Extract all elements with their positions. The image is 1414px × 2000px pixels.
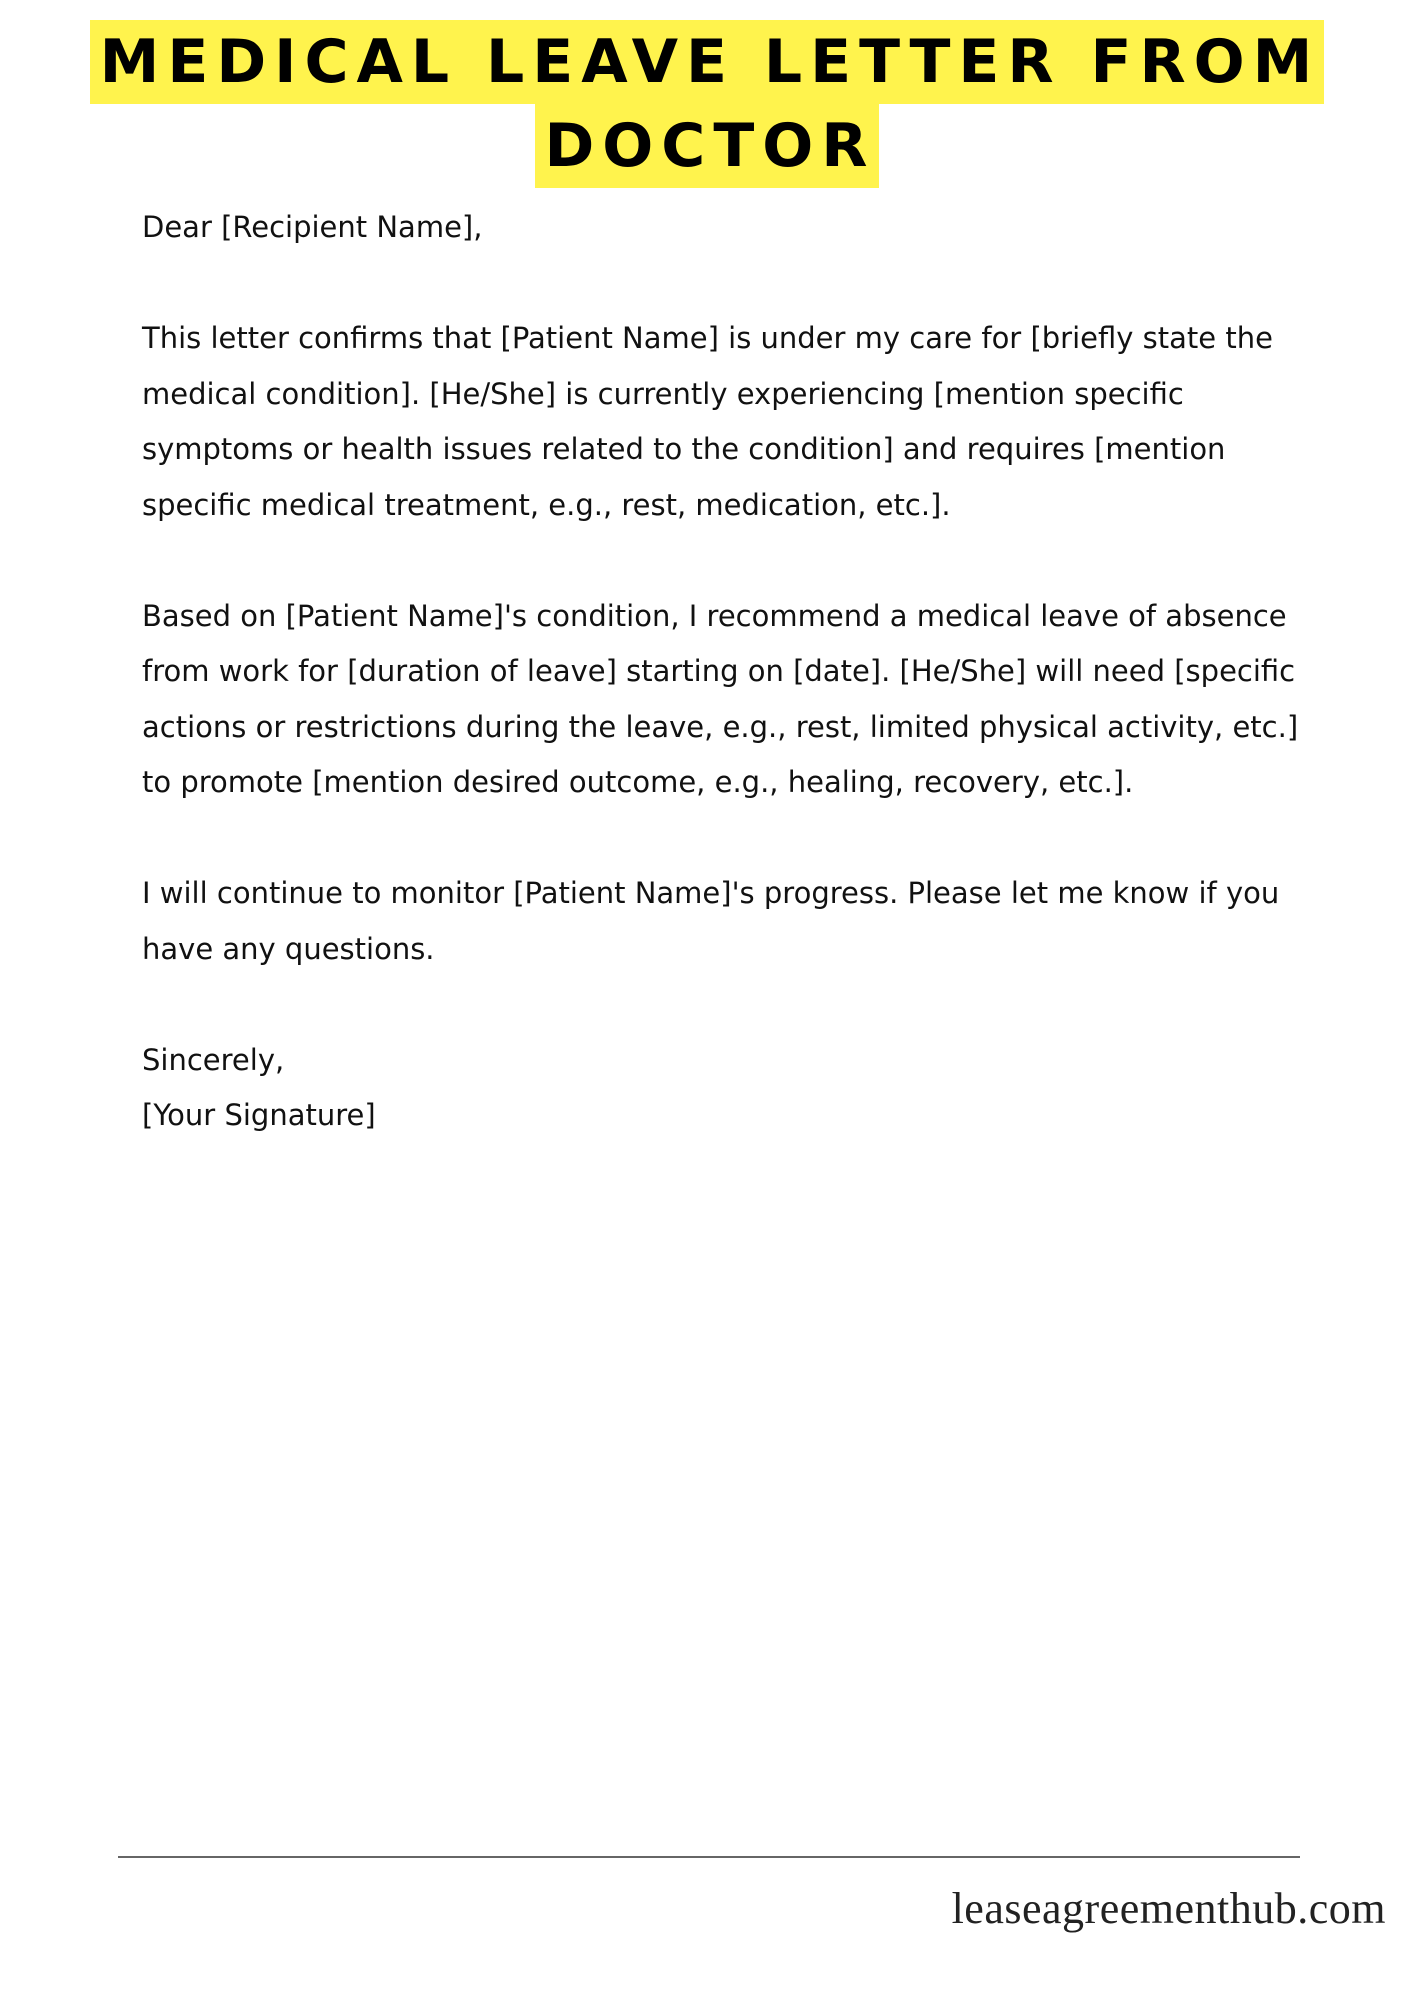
- title-line-1: MEDICAL LEAVE LETTER FROM: [90, 20, 1325, 104]
- signature-placeholder: [Your Signature]: [142, 1098, 376, 1132]
- salutation: Dear [Recipient Name],: [142, 210, 483, 244]
- footer-website: leaseagreementhub.com: [951, 1884, 1386, 1933]
- letter-body: [142, 200, 1312, 1144]
- footer-divider: [118, 1856, 1300, 1858]
- document-title: [0, 20, 1414, 188]
- closing: Sincerely,: [142, 1042, 285, 1077]
- paragraph-monitoring: I will continue to monitor [Patient Name]'s progress. Please let me know if you have any questions.: [142, 876, 1280, 966]
- title-line-2: DOCTOR: [535, 104, 880, 188]
- paragraph-recommendation: Based on [Patient Name]'s condition, I recommend a medical leave of absence from work for [duration of leave] starting on [date]. [He/She] will need [specific actions or restrictions during the leave, e.g., rest, limited physical activity, etc.] to promote [mention desired outcome, e.g., healing, recovery, etc.].: [142, 598, 1299, 799]
- paragraph-condition: This letter confirms that [Patient Name] is under my care for [briefly state the medical condition]. [He/She] is currently experiencing [mention specific symptoms or health issues related to the condition] and requires [mention specific medical treatment, e.g., rest, medication, etc.].: [142, 321, 1273, 522]
